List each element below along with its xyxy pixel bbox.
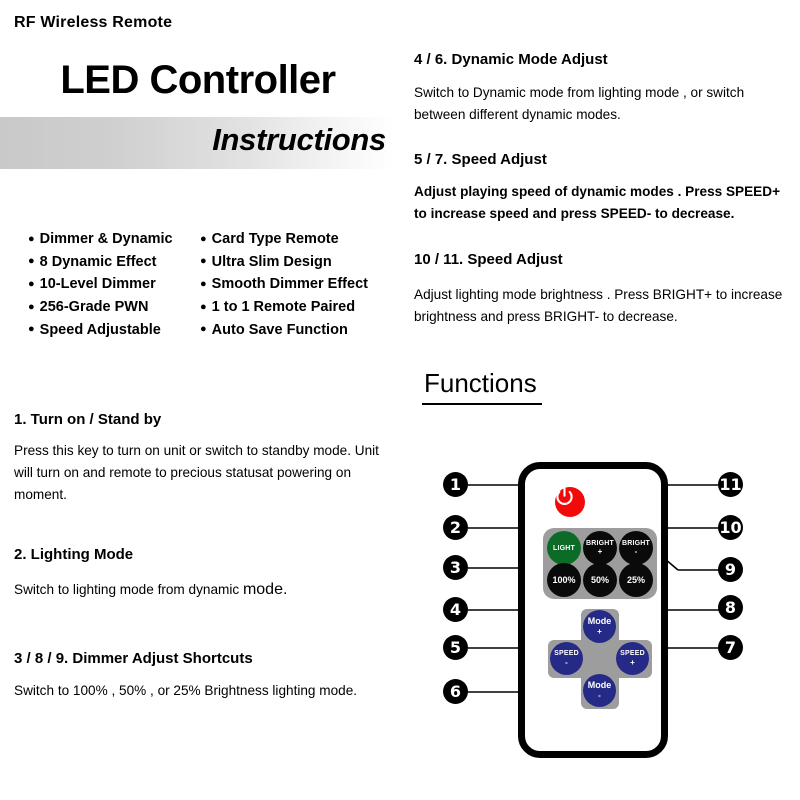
callout-11: 11 [718,472,743,497]
bullet-icon: ● [28,232,35,245]
brightness-50-label: 50% [590,574,609,585]
mode-minus-label: Mode [587,680,612,691]
callout-5: 5 [443,635,468,660]
kicker-text: RF Wireless Remote [14,14,173,31]
bullet-icon: ● [28,323,35,336]
brightness-25-label: 25% [626,574,645,585]
callout-8: 8 [718,595,743,620]
list-item [200,299,400,317]
list-item [28,254,200,272]
bullet-icon: ● [200,277,207,290]
bullet-icon: ● [28,255,35,268]
callout-2: 2 [443,515,468,540]
remote-body [518,462,668,758]
callout-7: 7 [718,635,743,660]
section-body-2-lead: Switch to lighting mode from dynamic [14,582,243,597]
speed-plus-button[interactable] [616,642,649,675]
list-item-label: 8 Dynamic Effect [39,253,157,270]
section-body-2-emphasis: mode. [242,581,288,598]
speed-minus-button[interactable] [550,642,583,675]
section-heading-5: 5 / 7. Speed Adjust [414,151,547,168]
list-item-label: Speed Adjustable [39,321,161,338]
callout-9: 9 [718,557,743,582]
brightness-50-button[interactable] [583,563,617,597]
power-button[interactable] [555,487,585,517]
bright-minus-button[interactable] [619,531,653,565]
dpad [548,609,652,709]
bullet-icon: ● [200,255,207,268]
callout-4: 4 [443,597,468,622]
list-item-label: Dimmer & Dynamic [39,231,173,247]
section-heading-2: 2. Lighting Mode [14,546,134,563]
list-item [200,254,400,272]
mode-plus-label: Mode [587,616,612,627]
list-item [28,299,200,317]
list-item-label: 1 to 1 Remote Paired [211,299,356,316]
section-heading-4: 4 / 6. Dynamic Mode Adjust [414,51,608,68]
list-item [28,231,200,249]
power-icon [555,487,574,506]
light-button-label: LIGHT [553,544,575,552]
functions-underline [422,403,542,405]
list-item [200,276,400,294]
list-item [200,322,400,340]
remote-diagram [430,450,780,780]
feature-list [28,231,400,339]
speed-minus-label: SPEED [554,650,579,658]
dimmer-button-panel [543,528,657,599]
bright-plus-sign: + [597,547,603,557]
section-body-3: Switch to 100% , 50% , or 25% Brightness lighting mode. [14,683,358,698]
mode-minus-button[interactable] [583,674,616,707]
section-body-6: Adjust lighting mode brightness . Press BRIGHT+ to increase brightness and press BRIGHT- to decrease. [414,287,783,325]
bullet-icon: ● [28,300,35,313]
functions-heading: Functions [424,368,537,398]
list-item-label: 10-Level Dimmer [39,276,156,293]
list-item-label: Ultra Slim Design [211,253,332,270]
bullet-icon: ● [28,277,35,290]
bright-minus-label: BRIGHT [621,539,651,547]
mode-plus-sign: + [597,626,602,636]
bullet-icon: ● [200,323,207,336]
speed-plus-label: SPEED [620,650,645,658]
mode-minus-sign: - [598,690,601,700]
list-item [28,322,200,340]
callout-3: 3 [443,555,468,580]
list-item-label: 256-Grade PWN [39,299,149,316]
speed-minus-sign: - [565,657,568,667]
section-body-2 [14,577,394,603]
bright-plus-label: BRIGHT [585,539,615,547]
section-heading-3: 3 / 8 / 9. Dimmer Adjust Shortcuts [14,650,253,667]
section-body-5: Adjust playing speed of dynamic modes . Press SPEED+ to increase speed and press SPEED- to decrease. [414,184,781,222]
page-subtitle: Instructions [212,122,386,157]
list-item [200,231,400,249]
list-item-label: Card Type Remote [211,231,339,247]
list-item [28,276,200,294]
mode-plus-button[interactable] [583,610,616,643]
callout-6: 6 [443,679,468,704]
page-title: LED Controller [60,58,336,102]
speed-plus-sign: + [630,657,635,667]
list-item-label: Smooth Dimmer Effect [211,276,368,293]
section-heading-6: 10 / 11. Speed Adjust [414,251,563,268]
bullet-icon: ● [200,300,207,313]
brightness-100-label: 100% [552,574,576,585]
callout-10: 10 [718,515,743,540]
brightness-100-button[interactable] [547,563,581,597]
light-button[interactable] [547,531,581,565]
callout-1: 1 [443,472,468,497]
list-item-label: Auto Save Function [211,321,348,338]
section-body-1: Press this key to turn on unit or switch to standby mode. Unit will turn on and remote to precious statusat powering on moment. [14,443,379,503]
bullet-icon: ● [200,232,207,245]
brightness-25-button[interactable] [619,563,653,597]
section-body-4: Switch to Dynamic mode from lighting mode , or switch between different dynamic modes. [414,85,745,123]
section-heading-1: 1. Turn on / Stand by [14,411,162,428]
bright-minus-sign: - [634,547,638,557]
bright-plus-button[interactable] [583,531,617,565]
